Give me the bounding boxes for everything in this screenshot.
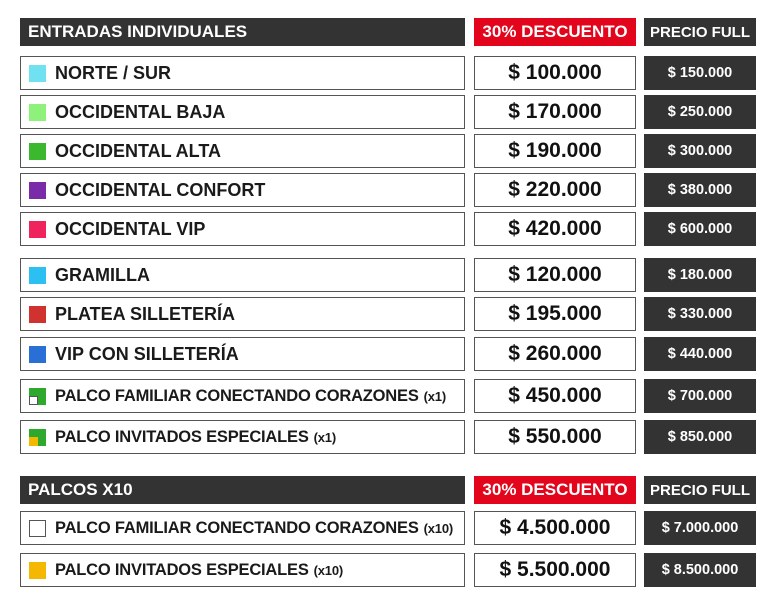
section-title-palcos: PALCOS X10: [20, 476, 465, 504]
ticket-row-name: [20, 134, 465, 168]
discount-price: $ 5.500.000: [474, 553, 636, 587]
color-swatch-icon: [29, 429, 46, 446]
ticket-row-name: [20, 95, 465, 129]
full-price-header: PRECIO FULL: [644, 476, 756, 504]
discount-price: $ 170.000: [474, 95, 636, 129]
color-swatch-icon: [29, 267, 46, 284]
discount-price: $ 195.000: [474, 297, 636, 331]
ticket-qty-label: (x10): [313, 562, 343, 578]
section-title-entradas: ENTRADAS INDIVIDUALES: [20, 18, 465, 46]
ticket-row-name: [20, 511, 465, 545]
ticket-row-name: [20, 337, 465, 371]
ticket-row-name: [20, 258, 465, 292]
ticket-row-name: [20, 56, 465, 90]
full-price-header: PRECIO FULL: [644, 18, 756, 46]
color-swatch-icon: [29, 143, 46, 160]
ticket-row-name: [20, 420, 465, 454]
ticket-name-label: PALCO INVITADOS ESPECIALES: [55, 560, 309, 579]
full-price: $ 330.000: [644, 297, 756, 331]
ticket-row-name: [20, 297, 465, 331]
discount-price: $ 550.000: [474, 420, 636, 454]
full-price: $ 440.000: [644, 337, 756, 371]
color-swatch-icon: [29, 388, 46, 405]
full-price: $ 600.000: [644, 212, 756, 246]
full-price: $ 7.000.000: [644, 511, 756, 545]
ticket-name-label: PLATEA SILLETERÍA: [55, 303, 235, 324]
ticket-name-label: OCCIDENTAL BAJA: [55, 101, 226, 122]
ticket-name-label: VIP CON SILLETERÍA: [55, 343, 239, 364]
full-price: $ 380.000: [644, 173, 756, 207]
full-price: $ 250.000: [644, 95, 756, 129]
color-swatch-icon: [29, 562, 46, 579]
ticket-name-label: PALCO INVITADOS ESPECIALES: [55, 427, 309, 446]
color-swatch-icon: [29, 306, 46, 323]
discount-price: $ 420.000: [474, 212, 636, 246]
ticket-name-label: GRAMILLA: [55, 264, 150, 285]
discount-price: $ 260.000: [474, 337, 636, 371]
discount-price: $ 220.000: [474, 173, 636, 207]
discount-header: 30% DESCUENTO: [474, 476, 636, 504]
ticket-name-label: NORTE / SUR: [55, 62, 172, 83]
ticket-qty-label: (x1): [313, 429, 336, 445]
color-swatch-icon: [29, 65, 46, 82]
discount-header: 30% DESCUENTO: [474, 18, 636, 46]
color-swatch-icon: [29, 182, 46, 199]
ticket-row-name: [20, 379, 465, 413]
ticket-qty-label: (x10): [423, 520, 453, 536]
ticket-row-name: [20, 553, 465, 587]
ticket-name-label: OCCIDENTAL ALTA: [55, 140, 221, 161]
ticket-name-label: PALCO FAMILIAR CONECTANDO CORAZONES: [55, 386, 419, 405]
discount-price: $ 120.000: [474, 258, 636, 292]
full-price: $ 300.000: [644, 134, 756, 168]
ticket-row-name: [20, 173, 465, 207]
ticket-name-label: PALCO FAMILIAR CONECTANDO CORAZONES: [55, 518, 419, 537]
discount-price: $ 190.000: [474, 134, 636, 168]
color-swatch-icon: [29, 104, 46, 121]
discount-price: $ 4.500.000: [474, 511, 636, 545]
discount-price: $ 450.000: [474, 379, 636, 413]
discount-price: $ 100.000: [474, 56, 636, 90]
color-swatch-icon: [29, 346, 46, 363]
color-swatch-icon: [29, 221, 46, 238]
full-price: $ 180.000: [644, 258, 756, 292]
full-price: $ 850.000: [644, 420, 756, 454]
full-price: $ 700.000: [644, 379, 756, 413]
ticket-row-name: [20, 212, 465, 246]
ticket-qty-label: (x1): [423, 388, 446, 404]
ticket-name-label: OCCIDENTAL CONFORT: [55, 179, 266, 200]
color-swatch-icon: [29, 520, 46, 537]
ticket-name-label: OCCIDENTAL VIP: [55, 218, 206, 239]
full-price: $ 150.000: [644, 56, 756, 90]
full-price: $ 8.500.000: [644, 553, 756, 587]
